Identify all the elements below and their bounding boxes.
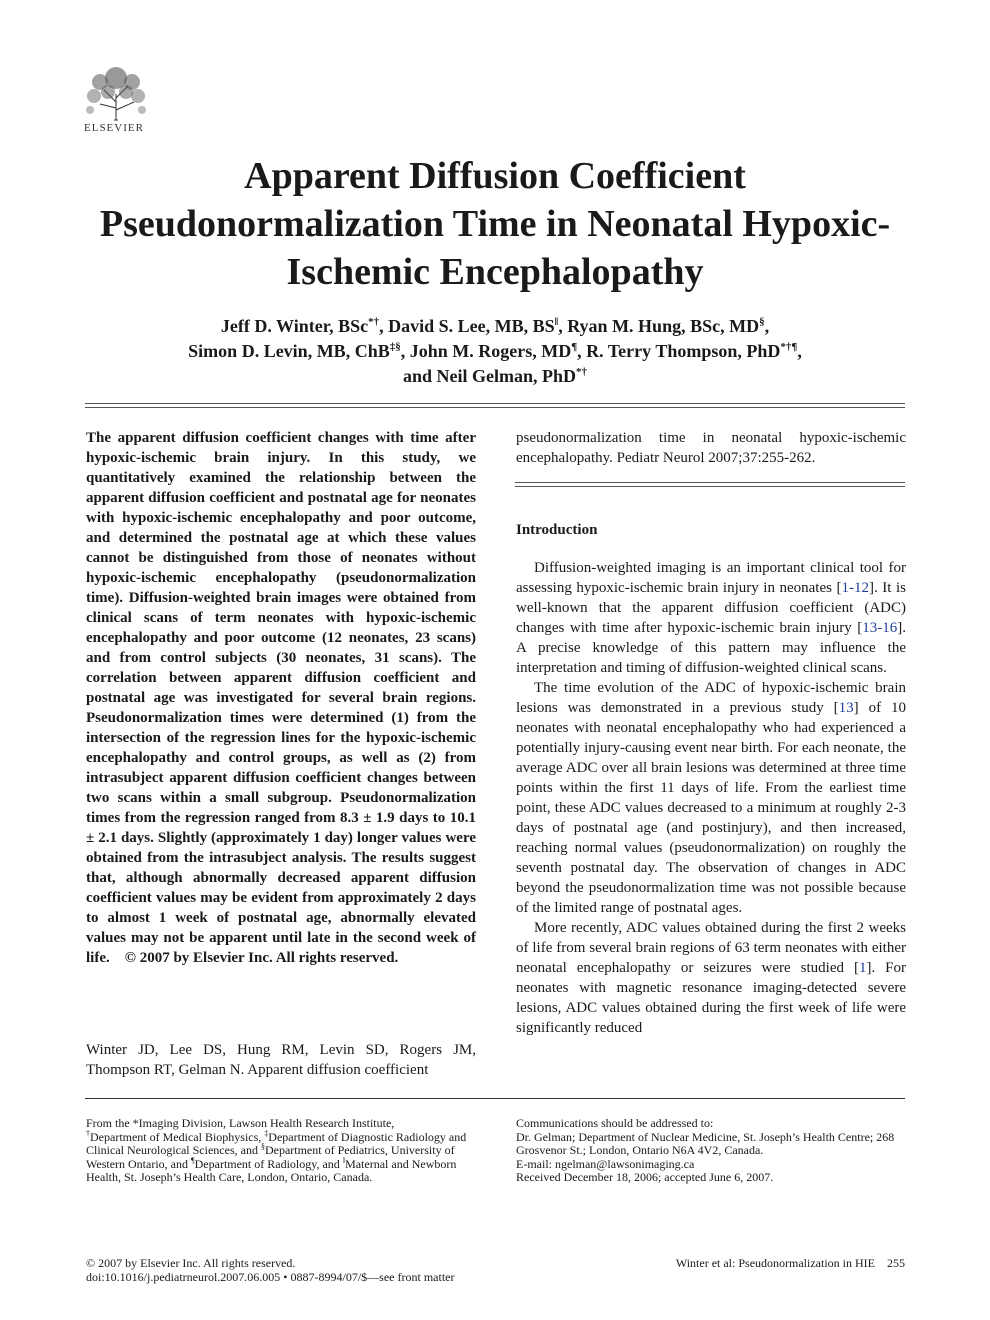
page-number: 255 — [887, 1256, 905, 1270]
footer-left — [86, 1256, 454, 1284]
introduction-body — [516, 558, 906, 1038]
footer-doi[interactable]: doi:10.1016/j.pediatrneurol.2007.06.005 • 0887-8994/07/$—see front matter — [86, 1270, 455, 1284]
correspondence-intro: Communications should be addressed to: — [516, 1116, 714, 1130]
abstract-text: The apparent diffusion coefficient changes with time after hypoxic-ischemic brain injury. In this study, we quantitatively examined the relationship between the apparent diffusion coefficient and postnatal age for neonates with hypoxic-ischemic encephalopathy and poor outcome, and determined the postnatal age at which these values cannot be distinguished from those of neonates without hypoxic-ischemic encephalopathy (pseudonormalization time). Diffusion-weighted brain images were obtained from clinical scans of term neonates with hypoxic-ischemic encephalopathy and poor outcome (12 neonates, 23 scans) and from control subjects (30 neonates, 31 scans). The correlation between apparent diffusion coefficient and postnatal age was investigated for several brain regions. Pseudonormalization times were determined (1) from the intersection of the regression lines for the hypoxic-ischemic encephalopathy and control groups, as well as (2) from intrasubject apparent diffusion coefficient changes between two scans within a small subgroup. Pseudonormalization times from the regression ranged from 8.3 ± 1.9 days to 10.1 ± 2.1 days. Slightly (approximately 1 day) longer values were obtained from the intrasubject analysis. The results suggest that, although abnormally decreased apparent diffusion coefficient values may be evident from approximately 2 days to almost 1 week of postnatal age, abnormally elevated values may not be apparent until late in the second week of life. — [86, 430, 476, 966]
author-list — [85, 314, 905, 389]
author: Ryan M. Hung, BSc, MD§, — [567, 316, 770, 336]
section-heading-introduction: Introduction — [516, 522, 598, 538]
citation-part1: Winter JD, Lee DS, Hung RM, Levin SD, Rogers JM, Thompson RT, Gelman N. Apparent diffusion coefficient — [86, 1042, 476, 1078]
header-divider — [85, 403, 905, 408]
reference-link[interactable]: 13-16 — [862, 620, 898, 636]
elsevier-tree-icon — [80, 64, 152, 122]
footer-right — [676, 1256, 905, 1270]
logo-wordmark: ELSEVIER — [84, 122, 144, 134]
footer-copyright: © 2007 by Elsevier Inc. All rights reserved. — [86, 1256, 296, 1270]
intro-paragraph-3: More recently, ADC values obtained during the first 2 weeks of life from several brain regions of 63 term neonates with either neonatal encephalopathy or seizures were studied [1]. For neonates with magnetic resonance imaging-detected severe lesions, ADC values obtained during the first week of life were significantly reduced — [516, 920, 906, 1036]
author: David S. Lee, MB, BS‖, — [388, 316, 568, 336]
author: R. Terry Thompson, PhD*†¶, — [586, 341, 802, 361]
reference-link[interactable]: 1 — [858, 960, 867, 976]
reference-link[interactable]: 13 — [838, 700, 854, 716]
abstract — [86, 428, 476, 968]
correspondence-email[interactable]: E-mail: ngelman@lawsonimaging.ca — [516, 1156, 695, 1171]
intro-paragraph-1: Diffusion-weighted imaging is an important clinical tool for assessing hypoxic-ischemic brain injury in neonates [1-12]. It is well-known that the apparent diffusion coefficient (ADC) changes with time after hypoxic-ischemic brain injury [13-16]. A precise knowledge of this pattern may influence the interpretation and timing of diffusion-weighted clinical scans. — [516, 560, 906, 676]
correspondence — [516, 1117, 906, 1185]
received-dates: Received December 18, 2006; accepted June 6, 2007. — [516, 1170, 774, 1184]
reference-link[interactable]: 1-12 — [841, 580, 869, 596]
footnote-divider — [85, 1098, 905, 1099]
correspondence-address: Dr. Gelman; Department of Nuclear Medicine, St. Joseph’s Health Centre; 268 Grosvenor St.; London, Ontario N6A 4V2, Canada. — [516, 1129, 895, 1157]
author: John M. Rogers, MD¶, — [409, 341, 587, 361]
citation-divider — [515, 482, 905, 487]
author: Simon D. Levin, MB, ChB‡§, — [188, 341, 410, 361]
author: Jeff D. Winter, BSc*†, — [220, 316, 389, 336]
running-title: Winter et al: Pseudonormalization in HIE — [675, 1256, 875, 1270]
intro-paragraph-2: The time evolution of the ADC of hypoxic-ischemic brain lesions was demonstrated in a previous study [13] of 10 neonates with neonatal encephalopathy who had experienced a potentially injury-causing event near birth. For each neonate, the average ADC over all brain lesions was determined at three time points within the first 11 days of life. From the earliest time point, these ADC values decreased to a minimum at roughly 2-3 days of postnatal age (and postinjury), and then increased, reaching normal values (pseudonormalization) on roughly the seventh postnatal day. The observation of changes in ADC beyond the pseudonormalization time was not possible because of the limited range of postnatal ages. — [516, 680, 906, 916]
author: and Neil Gelman, PhD*† — [402, 366, 587, 386]
article-title: Apparent Diffusion Coefficient Pseudonormalization Time in Neonatal Hypoxic-Ischemic Encephalopathy — [99, 155, 891, 293]
affiliations: From the *Imaging Division, Lawson Health Research Institute, †Department of Medical Biophysics, ‡Department of Diagnostic Radiology and Clinical Neurological Sciences, and §Department of Pediatrics, University of Western Ontario, and ¶Department of Radiology, and ‖Maternal and Newborn Health, St. Joseph’s Health Care, London, Ontario, Canada. — [86, 1116, 467, 1184]
abstract-copyright: © 2007 by Elsevier Inc. All rights reserved. — [124, 950, 399, 966]
citation-part2: pseudonormalization time in neonatal hypoxic-ischemic encephalopathy. Pediatr Neurol 2007;37:255-262. — [516, 430, 906, 466]
